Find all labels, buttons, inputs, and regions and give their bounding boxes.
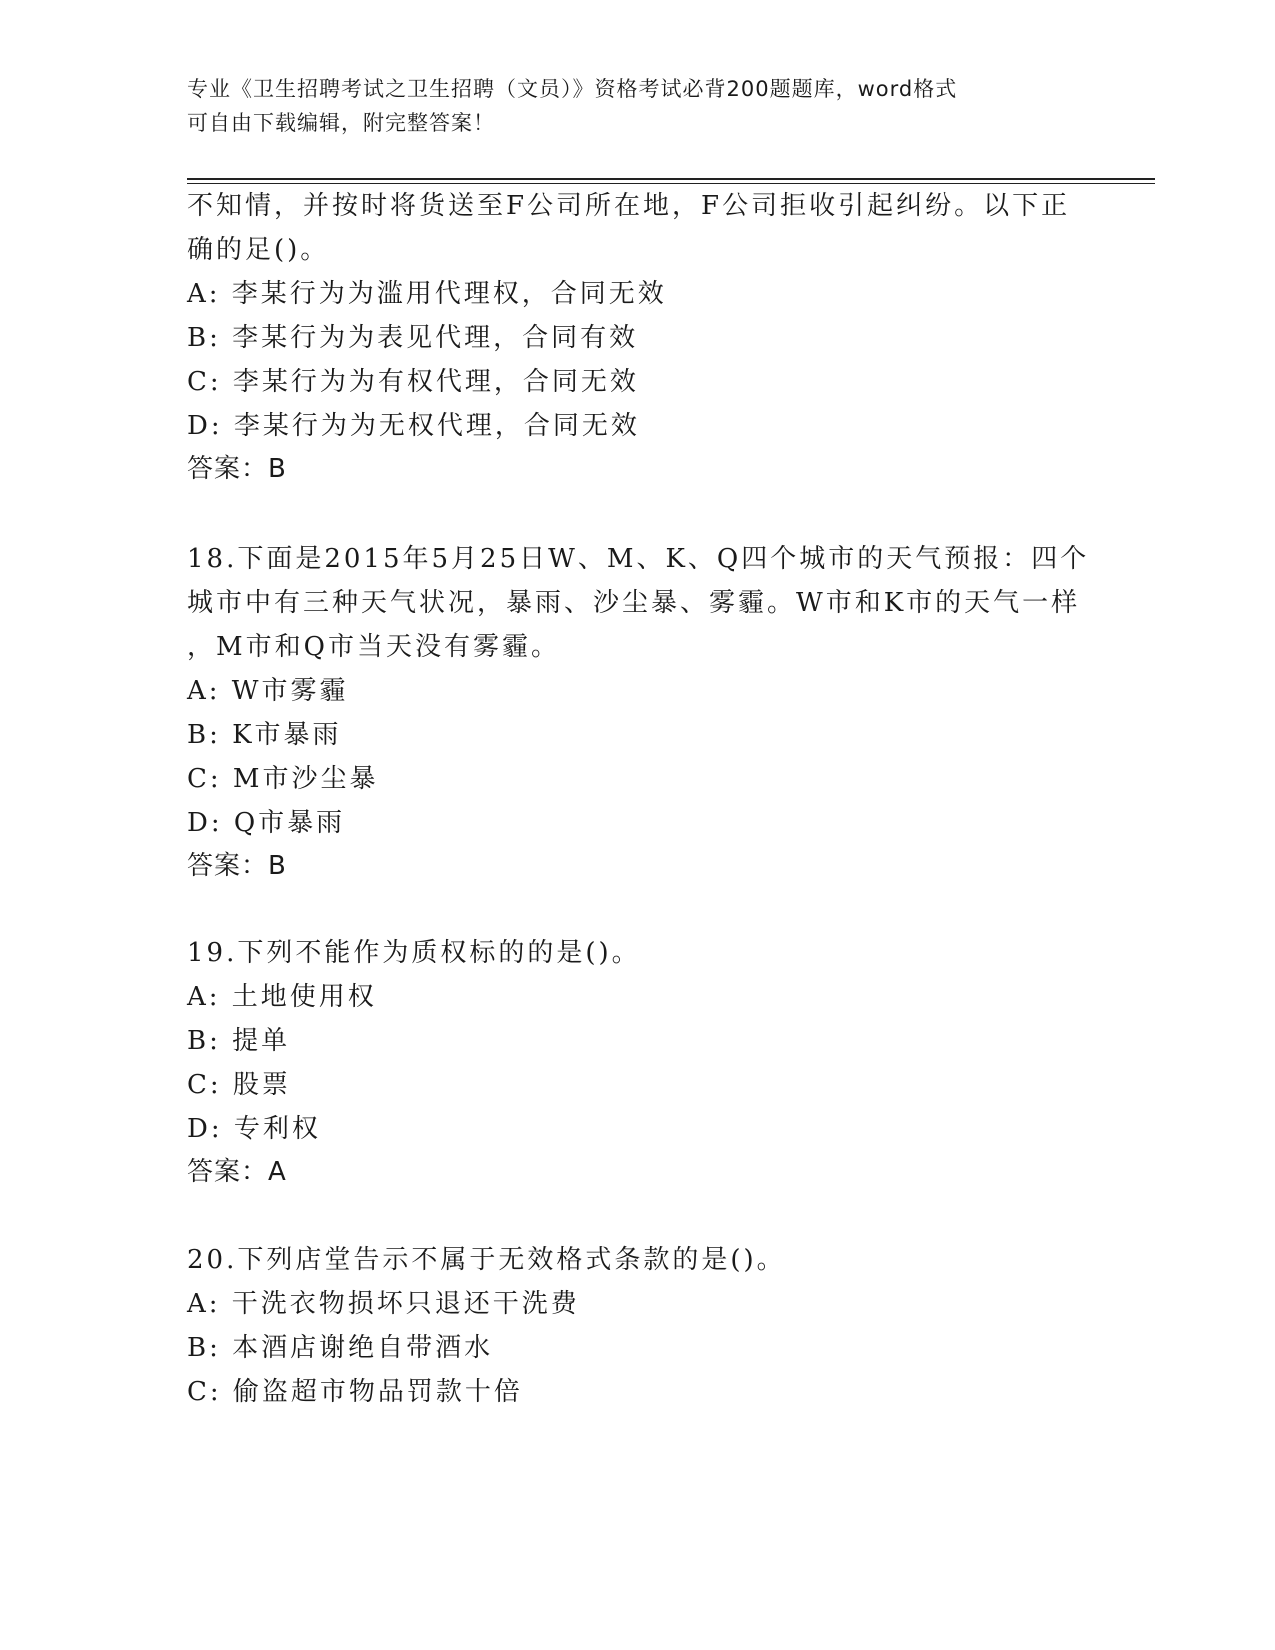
q18-stem-line-2: 城市中有三种天气状况，暴雨、沙尘暴、雾霾。W市和K市的天气一样 xyxy=(187,588,1081,618)
q20-stem-line-1: 20.下列店堂告示不属于无效格式条款的是()。 xyxy=(187,1245,786,1275)
q17-stem-line-1: 不知情，并按时将货送至F公司所在地，F公司拒收引起纠纷。以下正 xyxy=(187,191,1071,221)
header-rule-thick xyxy=(187,178,1155,180)
header-line-1: 专业《卫生招聘考试之卫生招聘（文员）》资格考试必背200题题库，word格式 xyxy=(187,77,958,101)
q19-option-d: D: 专利权 xyxy=(187,1114,321,1144)
q17-option-a: A: 李某行为为滥用代理权，合同无效 xyxy=(187,279,667,309)
header-line-2: 可自由下载编辑，附完整答案！ xyxy=(187,111,495,135)
q19-stem-line-1: 19.下列不能作为质权标的的是()。 xyxy=(187,938,641,968)
q19-answer: 答案：A xyxy=(187,1157,287,1187)
q17-option-c: C: 李某行为为有权代理，合同无效 xyxy=(187,367,639,397)
q18-stem-line-1: 18.下面是2015年5月25日W、M、K、Q四个城市的天气预报：四个 xyxy=(187,544,1090,574)
document-header xyxy=(187,72,1067,140)
q18-answer: 答案：B xyxy=(187,851,287,881)
q17-answer: 答案：B xyxy=(187,454,287,484)
q18-option-d: D: Q市暴雨 xyxy=(187,808,346,838)
q19-option-c: C: 股票 xyxy=(187,1070,291,1100)
q19-option-b: B: 提单 xyxy=(187,1026,291,1056)
q17-option-b: B: 李某行为为表见代理，合同有效 xyxy=(187,323,639,353)
q19-option-a: A: 土地使用权 xyxy=(187,982,377,1012)
q20-option-c: C: 偷盗超市物品罚款十倍 xyxy=(187,1377,523,1407)
q17-stem-line-2: 确的足()。 xyxy=(187,235,330,265)
q20-option-b: B: 本酒店谢绝自带酒水 xyxy=(187,1333,494,1363)
q18-option-c: C: M市沙尘暴 xyxy=(187,764,379,794)
q18-option-a: A: W市雾霾 xyxy=(187,676,349,706)
q18-option-b: B: K市暴雨 xyxy=(187,720,342,750)
q18-stem-line-3: ，M市和Q市当天没有雾霾。 xyxy=(187,632,560,662)
q20-option-a: A: 干洗衣物损坏只退还干洗费 xyxy=(187,1289,580,1319)
q17-option-d: D: 李某行为为无权代理，合同无效 xyxy=(187,411,640,441)
